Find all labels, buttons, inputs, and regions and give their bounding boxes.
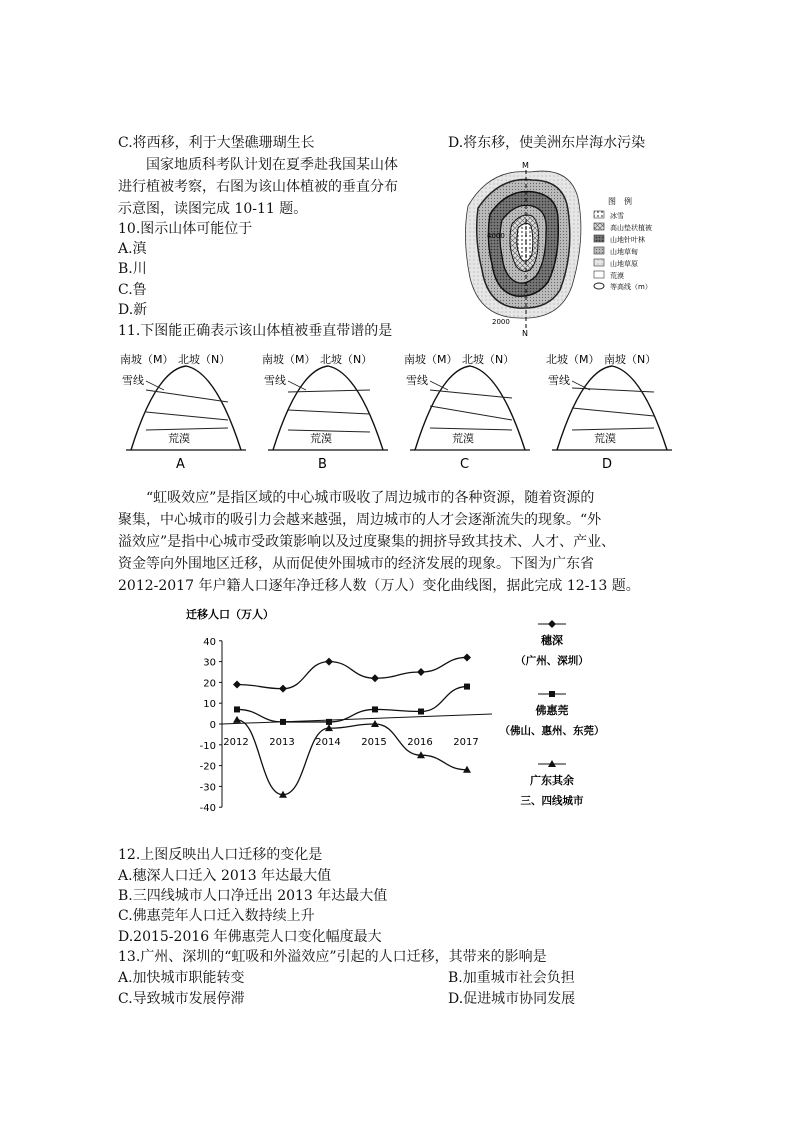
- y-axis-title: 迁移人口（万人）: [186, 608, 274, 621]
- point-square: [234, 706, 240, 712]
- q10-stem: 10.图示山体可能位于: [118, 221, 253, 237]
- right-slope-label: 北坡（N）: [178, 353, 231, 366]
- legend-sub: （广州、深圳）: [515, 655, 589, 667]
- q9-option-d: D.将东移，使美洲东岸海水污染: [448, 135, 646, 151]
- legend-desert: 荒漠: [610, 272, 624, 280]
- passage-line-4: 资金等向外围地区迁移，从而促使外围城市的经济发展的现象。下图为广东省: [118, 556, 594, 572]
- q10-option-d: D.新: [118, 302, 148, 318]
- point-diamond: [417, 668, 425, 676]
- option-letter: C: [460, 457, 470, 472]
- x-tick-label: 2015: [361, 737, 387, 748]
- legend-name: 广东其余: [530, 774, 574, 787]
- belt-line: [146, 412, 228, 420]
- left-slope-label: 南坡（M）: [404, 353, 458, 366]
- series-line-3: [237, 720, 467, 795]
- q11-stem: 11.下图能正确表示该山体植被垂直带谱的是: [118, 323, 393, 339]
- option-letter: D: [602, 457, 613, 472]
- q12-option-c: C.佛惠莞年人口迁入数持续上升: [118, 908, 315, 924]
- snow-line-label: 雪线: [548, 374, 570, 387]
- snow-line-label: 雪线: [406, 374, 428, 387]
- y-tick-label: -20: [199, 761, 216, 773]
- desert-label: 荒漠: [452, 432, 474, 445]
- belt-line: [430, 406, 512, 420]
- legend-alpine: 高山垫状植被: [610, 224, 652, 232]
- contour-4000-label: 4000: [487, 232, 505, 240]
- point-triangle: [233, 716, 241, 723]
- y-tick-label: 20: [203, 678, 216, 690]
- q12-stem: 12.上图反映出人口迁移的变化是: [118, 847, 323, 863]
- q13-option-a: A.加快城市职能转变: [118, 970, 245, 986]
- y-tick-label: -10: [199, 740, 216, 752]
- legend-meadow: 山地草甸: [610, 248, 638, 256]
- point-diamond: [233, 680, 241, 688]
- belt-line: [146, 428, 228, 430]
- desert-label: 荒漠: [168, 432, 190, 445]
- x-tick-label: 2016: [407, 737, 433, 748]
- passage-line-5: 2012-2017 年户籍人口逐年净迁移人数（万人）变化曲线图，据此完成 12-13 题。: [118, 578, 640, 594]
- right-slope-label: 南坡（N）: [604, 353, 657, 366]
- option-letter: A: [176, 457, 185, 472]
- profile-option-c: [400, 350, 535, 475]
- x-tick-label: 2013: [269, 737, 295, 748]
- passage-line-2: 聚集，中心城市的吸引力会越来越强，周边城市的人才会逐渐流失的现象。“外: [118, 512, 602, 528]
- y-tick-label: 40: [203, 636, 216, 648]
- legend-conifer: 山地针叶林: [610, 236, 645, 244]
- mountain-contour-map: [460, 158, 700, 338]
- point-square: [280, 719, 286, 725]
- y-tick-label: -30: [199, 782, 216, 794]
- desert-label: 荒漠: [594, 432, 616, 445]
- x-tick-label: 2012: [223, 737, 249, 748]
- point-diamond: [325, 658, 333, 666]
- point-diamond: [463, 653, 471, 661]
- right-slope-label: 北坡（N）: [320, 353, 373, 366]
- q10-option-b: B.川: [118, 261, 147, 277]
- right-slope-label: 北坡（N）: [462, 353, 515, 366]
- profile-option-b: [258, 350, 393, 475]
- point-square: [418, 709, 424, 715]
- snow-line-label: 雪线: [122, 374, 144, 387]
- belt-line: [572, 428, 654, 430]
- q12-option-d: D.2015-2016 年佛惠莞人口变化幅度最大: [118, 929, 382, 945]
- legend-contour: 等高线（m）: [610, 283, 652, 291]
- legend-sub: 三、四线城市: [520, 795, 584, 807]
- belt-line: [430, 428, 512, 430]
- belt-line: [572, 388, 654, 392]
- migration-line-chart: [180, 602, 620, 832]
- legend-name: 穗深: [541, 634, 563, 647]
- q12-option-a: A.穗深人口迁入 2013 年达最大值: [118, 868, 332, 884]
- y-tick-label: -40: [199, 803, 216, 815]
- legend-title: 图 例: [608, 197, 632, 206]
- intro-line-3: 示意图，读图完成 10-11 题。: [118, 201, 308, 217]
- left-slope-label: 南坡（M）: [120, 353, 174, 366]
- point-diamond: [548, 620, 556, 628]
- x-tick-label: 2017: [453, 737, 479, 748]
- q13-option-d: D.促进城市协同发展: [448, 991, 576, 1007]
- passage-line-3: 溢效应”是指中心城市受政策影响以及过度聚集的拥挤导致其技术、人才、产业、: [118, 534, 616, 550]
- legend-snow: 冰雪: [610, 212, 624, 220]
- desert-label: 荒漠: [310, 432, 332, 445]
- intro-line-1: 国家地质科考队计划在夏季赴我国某山体: [146, 157, 398, 173]
- point-square: [372, 706, 378, 712]
- q10-option-a: A.滇: [118, 241, 147, 257]
- legend-steppe: 山地草原: [610, 260, 638, 268]
- x-tick-label: 2014: [315, 737, 341, 748]
- q13-option-b: B.加重城市社会负担: [448, 970, 575, 986]
- south-label: N: [522, 329, 528, 338]
- snow-line-label: 雪线: [264, 374, 286, 387]
- snow-zone: [517, 223, 533, 261]
- q12-option-b: B.三四线城市人口净迁出 2013 年达最大值: [118, 888, 388, 904]
- q13-option-c: C.导致城市发展停滞: [118, 991, 245, 1007]
- left-slope-label: 南坡（M）: [262, 353, 316, 366]
- q13-stem: 13.广州、深圳的“虹吸和外溢效应”引起的人口迁移，其带来的影响是: [118, 949, 547, 965]
- intro-line-2: 进行植被考察，右图为该山体植被的垂直分布: [118, 179, 398, 195]
- north-label: M: [522, 161, 529, 170]
- profile-options: [116, 350, 676, 475]
- y-tick-label: 0: [209, 720, 216, 731]
- passage-line-1: “虹吸效应”是指区域的中心城市吸收了周边城市的各种资源，随着资源的: [146, 490, 595, 506]
- profile-option-a: [116, 350, 251, 475]
- q9-option-c: C.将西移，利于大堡礁珊瑚生长: [118, 135, 315, 151]
- point-square: [549, 691, 555, 697]
- legend-name: 佛惠莞: [535, 704, 569, 717]
- belt-line: [288, 410, 370, 414]
- option-letter: B: [318, 457, 327, 472]
- y-tick-label: 10: [203, 699, 216, 711]
- contour-2000-label: 2000: [492, 318, 510, 326]
- x-axis: [222, 714, 492, 724]
- q10-option-c: C.鲁: [118, 282, 147, 298]
- point-square: [464, 684, 470, 690]
- belt-line: [572, 408, 654, 416]
- y-tick-label: 30: [203, 657, 216, 669]
- series-line-1: [237, 657, 467, 688]
- point-square: [326, 719, 332, 725]
- left-slope-label: 北坡（M）: [546, 353, 600, 366]
- point-diamond: [371, 674, 379, 682]
- legend-sub: （佛山、惠州、东莞）: [499, 725, 605, 737]
- point-diamond: [279, 685, 287, 693]
- profile-option-d: [542, 350, 677, 475]
